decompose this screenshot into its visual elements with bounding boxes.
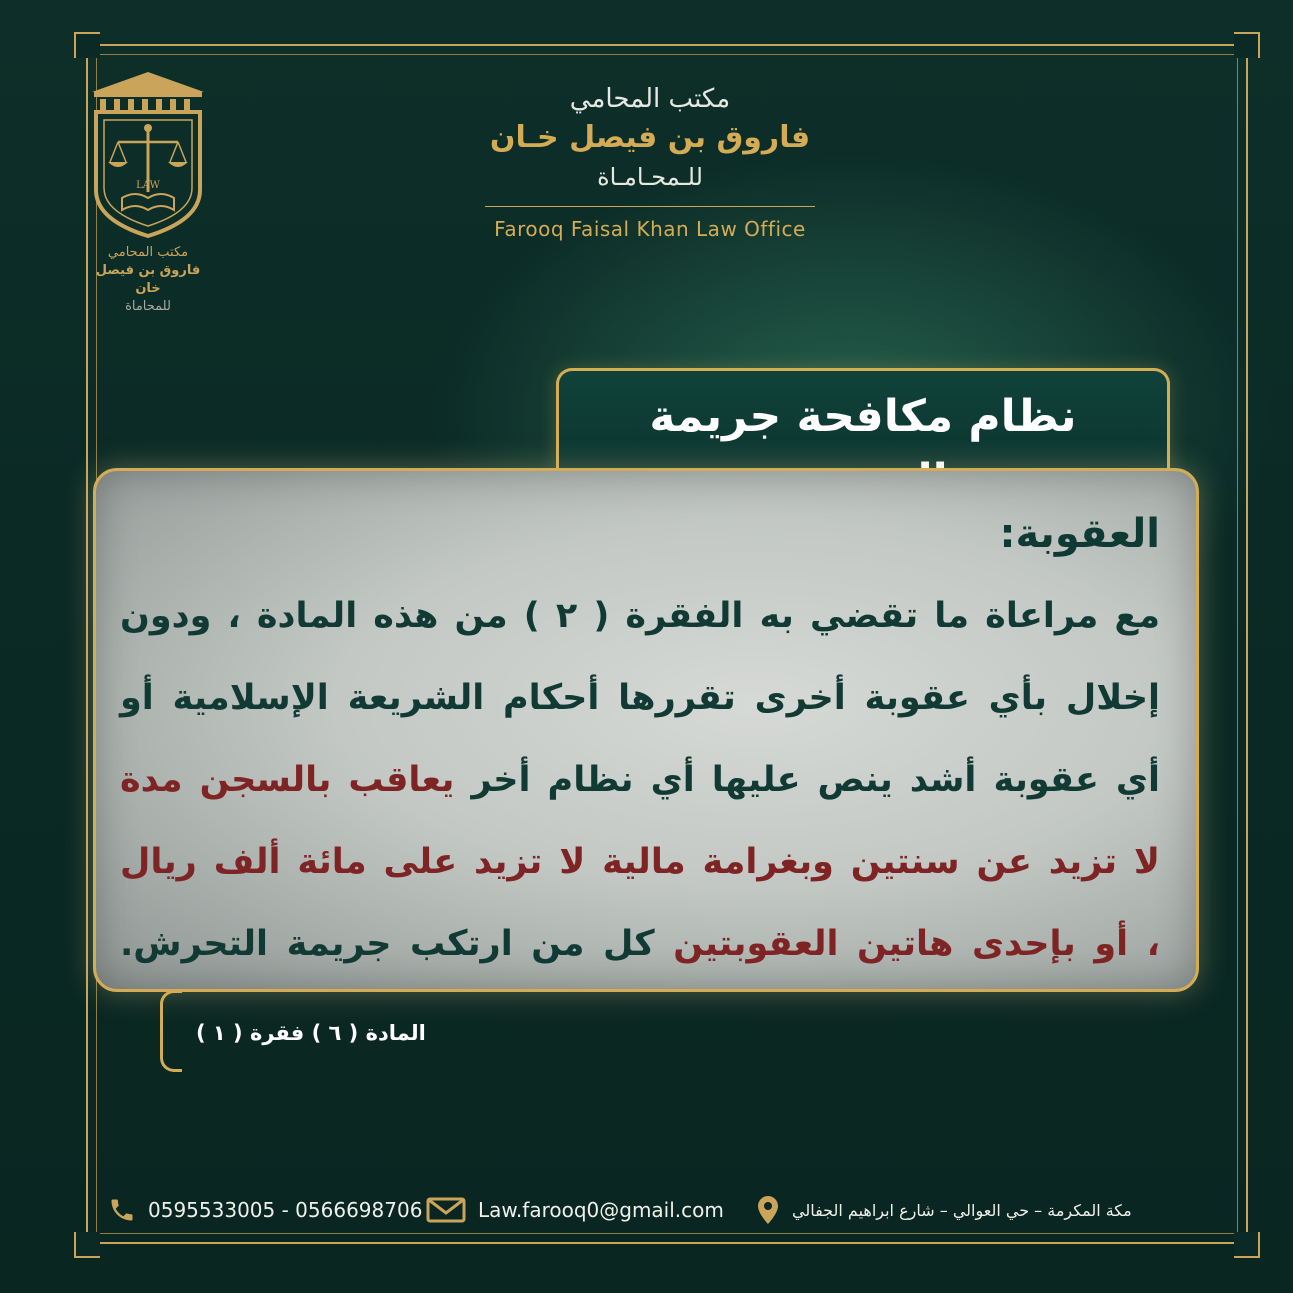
- law-office-logo: [88, 70, 208, 240]
- frame-corner: [74, 1232, 100, 1258]
- location-pin-icon: [756, 1195, 780, 1225]
- courthouse-scales-icon: [88, 70, 208, 240]
- body-line: [120, 903, 1160, 985]
- header-english-name: Farooq Faisal Khan Law Office: [494, 217, 806, 241]
- logo-line-3: للمحاماة: [125, 299, 171, 314]
- frame-corner: [1234, 1232, 1260, 1258]
- footer-email[interactable]: [426, 1188, 724, 1232]
- penalty-text: يعاقب بالسجن مدة: [120, 760, 455, 800]
- logo-line-1: مكتب المحامي: [107, 245, 189, 260]
- phone-icon: [108, 1196, 136, 1224]
- body-line: إخلال بأي عقوبة أخرى تقررها أحكام الشريعة الإسلامية أو: [120, 678, 1160, 718]
- frame-corner: [1234, 32, 1260, 58]
- panel-heading: العقوبة:: [999, 511, 1160, 557]
- contact-footer: [100, 1188, 1190, 1232]
- penalty-text: ، أو بإحدى هاتين العقوبتين: [673, 924, 1161, 964]
- reference-bracket: [160, 990, 182, 1072]
- mail-icon: [426, 1196, 466, 1224]
- address-text: مكة المكرمة – حي العوالي – شارع ابراهيم الجفالي: [792, 1200, 1132, 1220]
- email-address: Law.farooq0@gmail.com: [478, 1198, 724, 1222]
- penalty-line: لا تزيد عن سنتين وبغرامة مالية لا تزيد على مائة ألف ريال: [120, 842, 1160, 882]
- header-line-2: فاروق بن فيصل خـان: [489, 120, 811, 155]
- logo-line-2: فاروق بن فيصل خان: [95, 263, 201, 296]
- body-line: [120, 739, 1160, 821]
- article-reference: المادة ( ٦ ) فقرة ( ١ ): [196, 1021, 426, 1045]
- body-text: أي عقوبة أشد ينص عليها أي نظام أخر: [471, 760, 1161, 800]
- title-tab: [556, 368, 1170, 472]
- header-line-3: للـمحـامـاة: [597, 163, 703, 191]
- header-line-1: مكتب المحامي: [569, 84, 731, 114]
- office-header: [440, 82, 860, 243]
- logo-caption: [88, 244, 208, 316]
- body-line: مع مراعاة ما تقضي به الفقرة ( ٢ ) من هذه المادة ، ودون: [120, 596, 1160, 636]
- header-divider: [485, 206, 815, 207]
- content-panel: [93, 468, 1199, 992]
- phone-numbers: 0595533005 - 0566698706: [148, 1198, 423, 1222]
- svg-text:LAW: LAW: [136, 180, 160, 191]
- panel-body: [120, 575, 1160, 985]
- page-title: نظام مكافحة جريمة: [649, 391, 1077, 442]
- footer-phone[interactable]: [108, 1188, 422, 1232]
- footer-address[interactable]: [756, 1188, 1132, 1232]
- frame-corner: [74, 32, 100, 58]
- body-text: كل من ارتكب جريمة التحرش.: [120, 924, 655, 964]
